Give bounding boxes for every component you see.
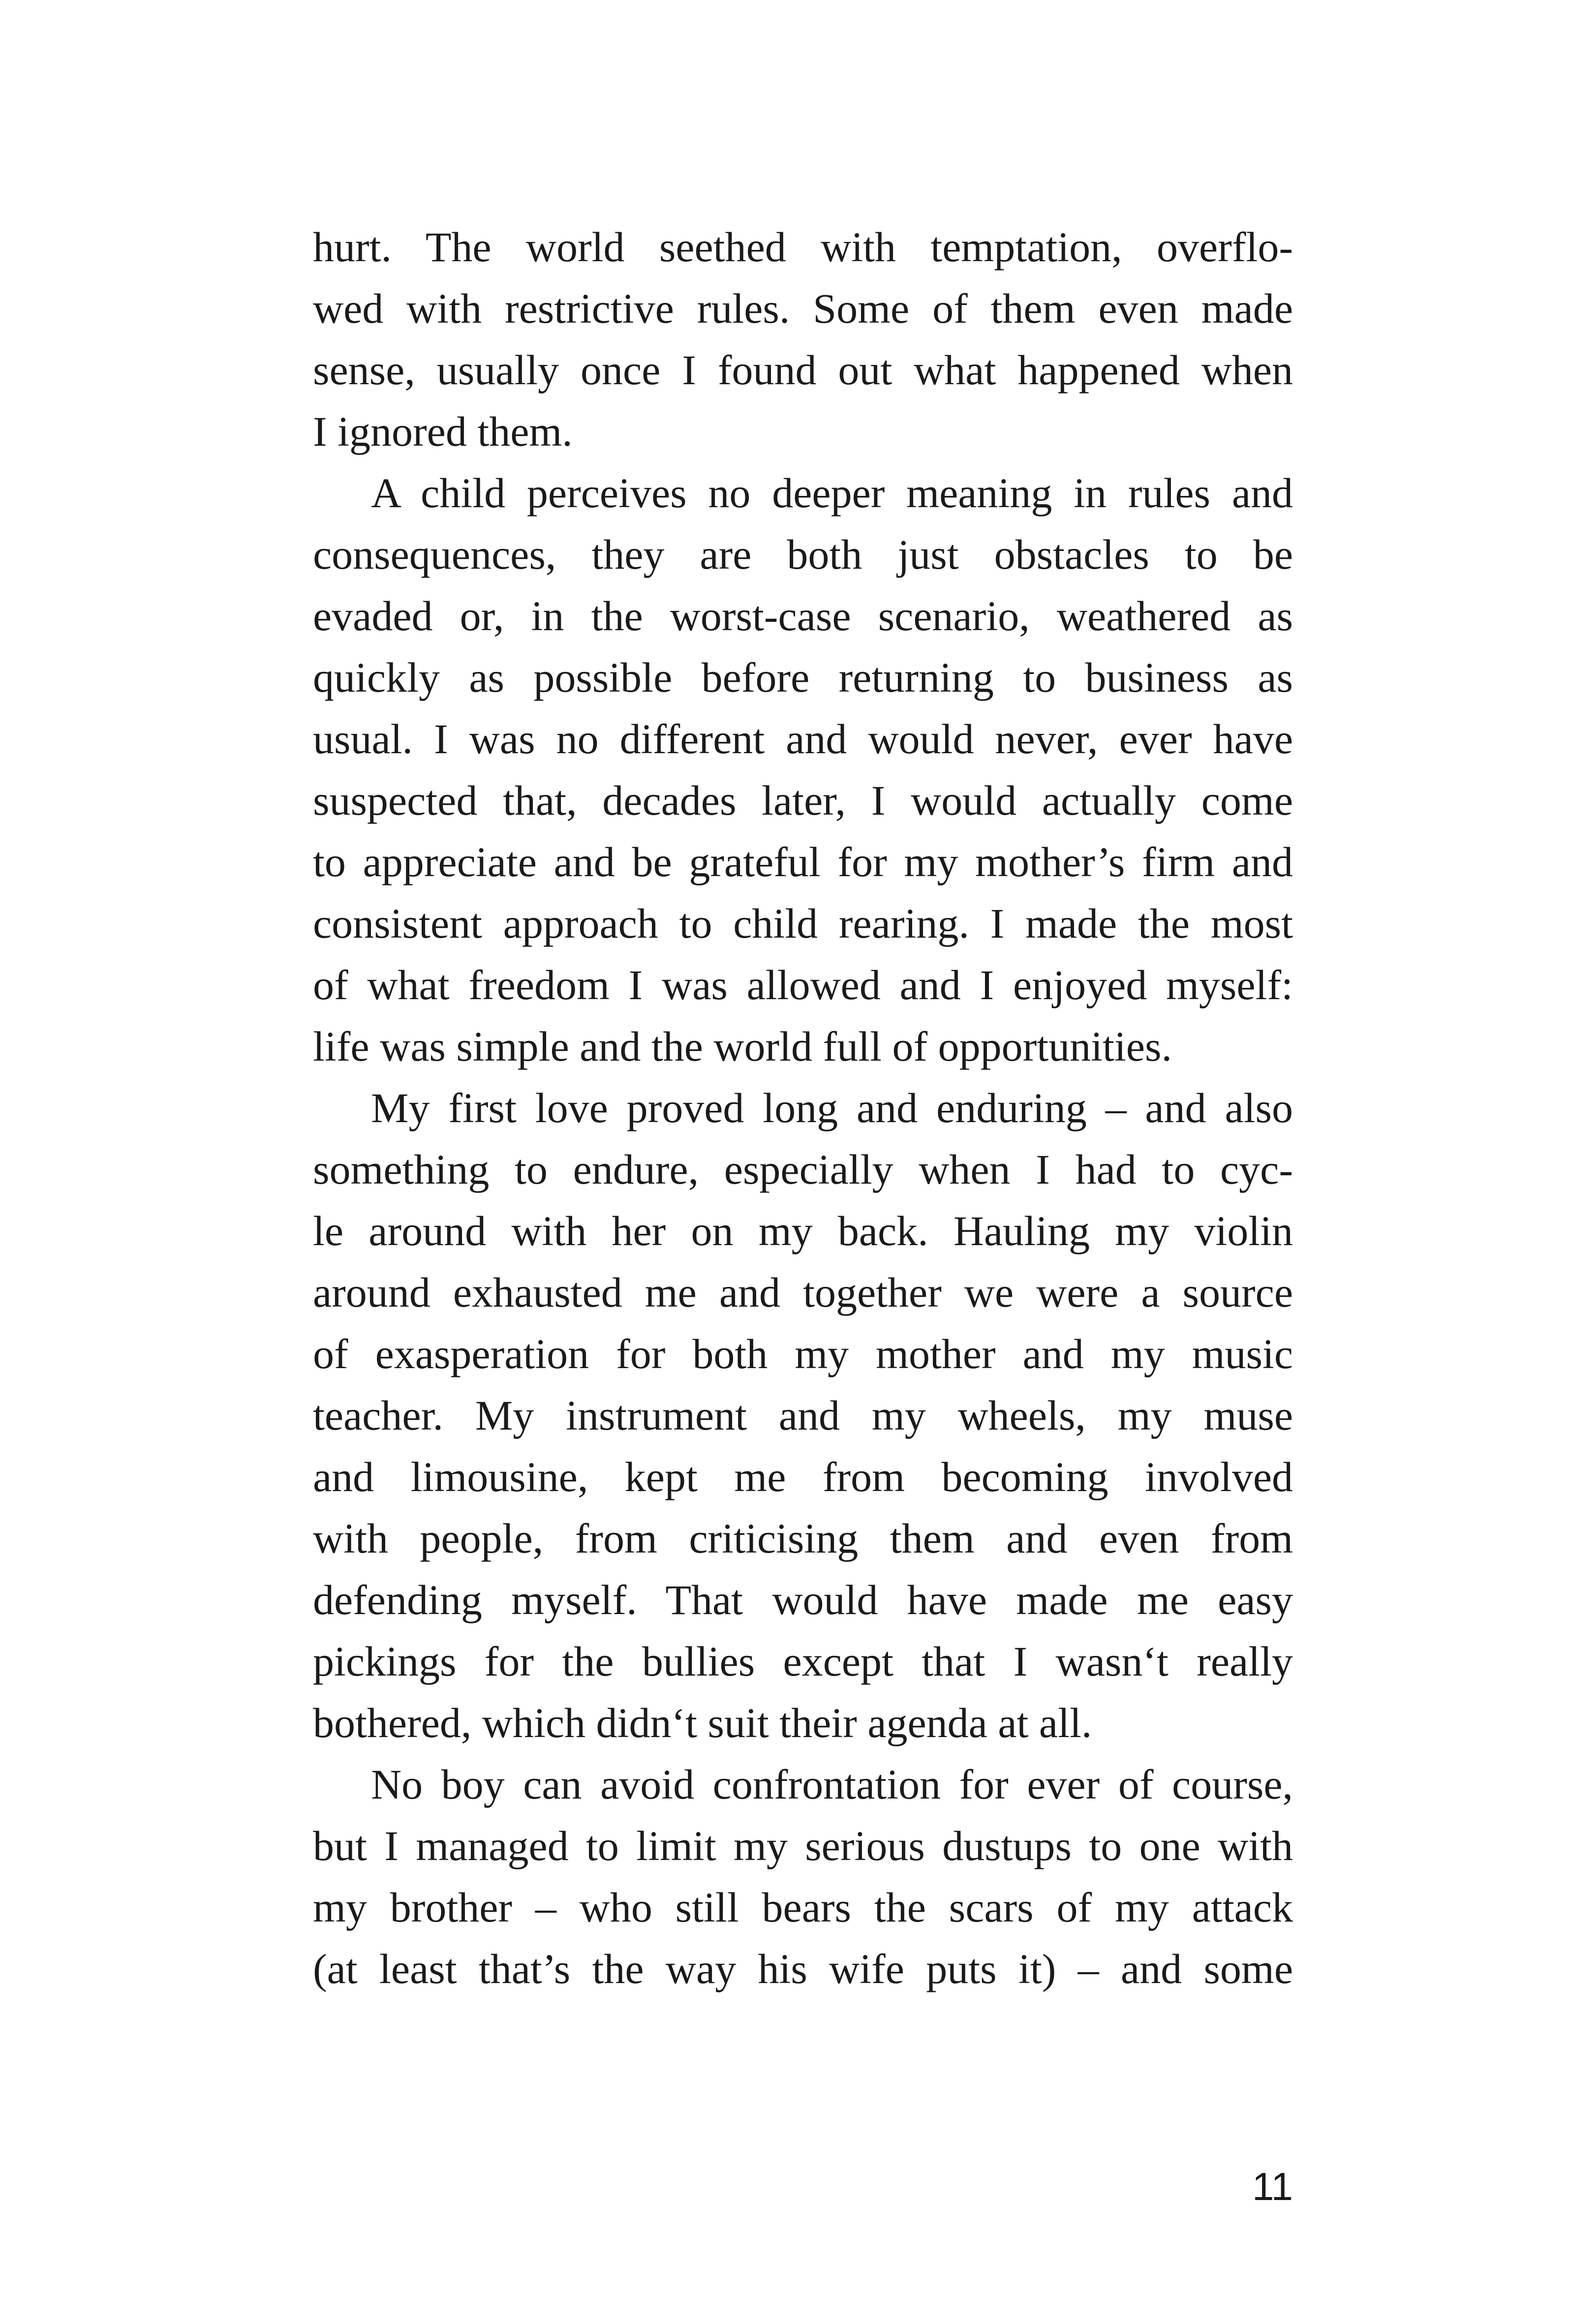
text-line: consistent approach to child rearing. I made the most <box>313 900 1293 947</box>
text-line: something to endure, especially when I had to cyc- <box>313 1146 1293 1193</box>
text-line: of exasperation for both my mother and my music <box>313 1330 1293 1377</box>
text-line: around exhausted me and together we were a source <box>313 1269 1293 1316</box>
paragraph-3 <box>313 1077 1293 1754</box>
text-line: usual. I was no different and would never, ever have <box>313 715 1293 763</box>
text-line: hurt. The world seethed with temptation, overflo- <box>313 223 1293 271</box>
text-line: but I managed to limit my serious dustups to one with <box>313 1822 1293 1869</box>
paragraph-2 <box>313 462 1293 1077</box>
text-line: I ignored them. <box>313 408 573 455</box>
text-line: my brother – who still bears the scars of my attack <box>313 1884 1293 1931</box>
text-line: consequences, they are both just obstacles to be <box>313 531 1293 578</box>
text-line: quickly as possible before returning to business as <box>313 654 1293 701</box>
text-line: (at least that’s the way his wife puts it) – and some <box>313 1945 1293 1992</box>
text-line: My first love proved long and enduring – and also <box>371 1084 1293 1131</box>
text-line: No boy can avoid confrontation for ever of course, <box>371 1761 1293 1808</box>
text-line: pickings for the bullies except that I wasn‘t really <box>313 1638 1293 1685</box>
text-line: and limousine, kept me from becoming involved <box>313 1453 1293 1500</box>
paragraph-1 <box>313 216 1293 462</box>
page-number: 11 <box>1252 2165 1293 2208</box>
text-line: defending myself. That would have made me easy <box>313 1576 1293 1623</box>
text-line: evaded or, in the worst-case scenario, weathered as <box>313 592 1293 640</box>
paragraph-4 <box>313 1754 1293 2000</box>
body-text <box>313 216 1293 2000</box>
text-line: le around with her on my back. Hauling my violin <box>313 1207 1293 1254</box>
text-line: suspected that, decades later, I would actually come <box>313 777 1293 824</box>
text-line: teacher. My instrument and my wheels, my muse <box>313 1392 1293 1439</box>
text-line: wed with restrictive rules. Some of them even made <box>313 285 1293 332</box>
text-line: with people, from criticising them and even from <box>313 1515 1293 1562</box>
text-line: bothered, which didn‘t suit their agenda at all. <box>313 1699 1092 1746</box>
text-line: life was simple and the world full of opportunities. <box>313 1023 1172 1070</box>
text-line: sense, usually once I found out what happened when <box>313 346 1293 394</box>
text-line: A child perceives no deeper meaning in rules and <box>371 469 1293 517</box>
text-line: of what freedom I was allowed and I enjoyed myself: <box>313 961 1293 1009</box>
text-line: to appreciate and be grateful for my mother’s firm and <box>313 838 1293 886</box>
